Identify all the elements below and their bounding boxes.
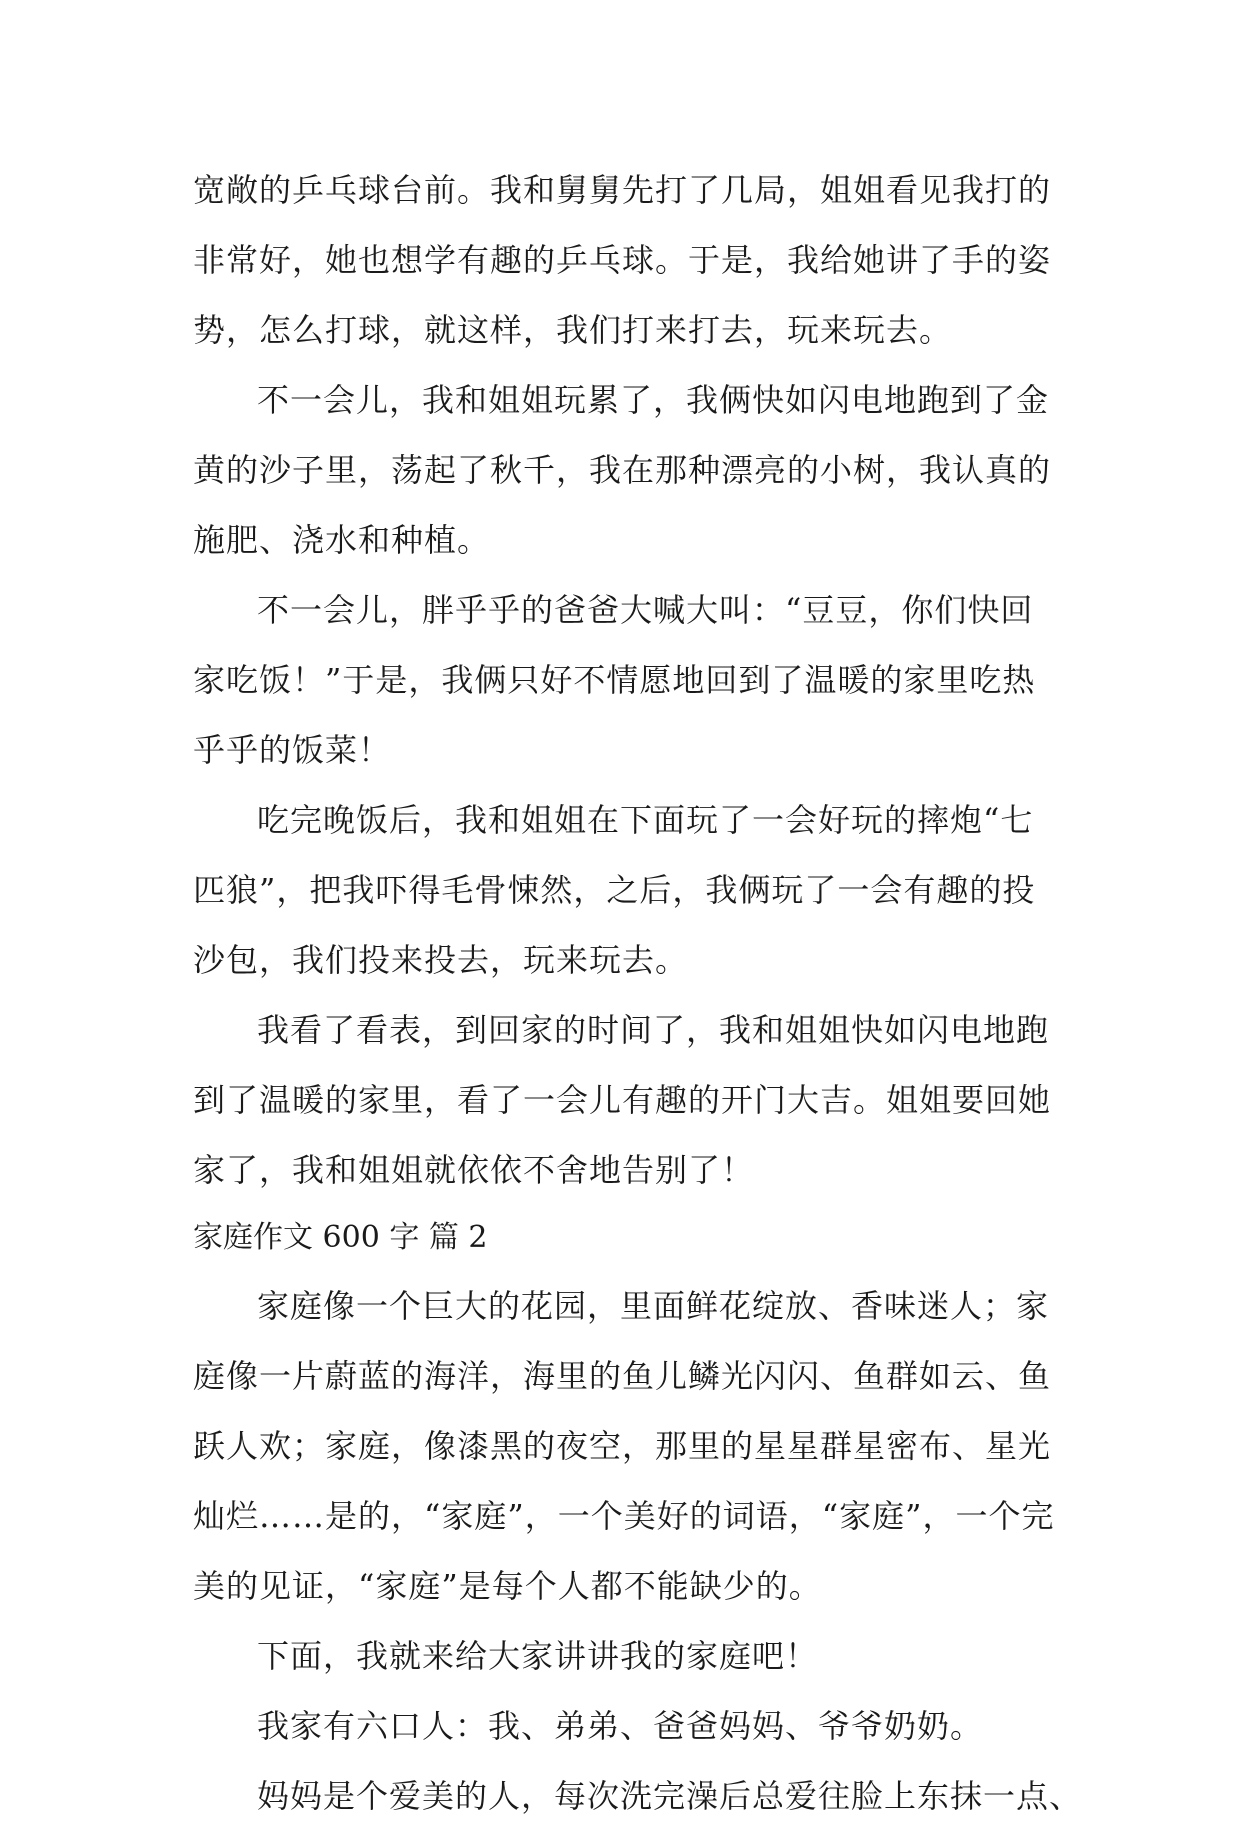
paragraph-start-line: 下面，我就来给大家讲讲我的家庭吧！ — [257, 1637, 819, 1675]
text-line: 家了，我和姐姐就依依不舍地告别了！ — [193, 1151, 755, 1189]
text-line: 匹狼”，把我吓得毛骨悚然，之后，我俩玩了一会有趣的投 — [193, 871, 1036, 909]
document-page — [193, 155, 1083, 1831]
paragraph-start-line: 妈妈是个爱美的人，每次洗完澡后总爱往脸上东抹一点、 — [257, 1777, 1083, 1815]
paragraph-start-line: 我家有六口人：我、弟弟、爸爸妈妈、爷爷奶奶。 — [257, 1707, 984, 1745]
text-line: 乎乎的饭菜！ — [193, 731, 392, 769]
paragraph-start-line: 不一会儿，胖乎乎的爸爸大喊大叫：“豆豆，你们快回 — [257, 591, 1034, 629]
text-line: 势，怎么打球，就这样，我们打来打去，玩来玩去。 — [193, 311, 953, 349]
text-line: 沙包，我们投来投去，玩来玩去。 — [193, 941, 689, 979]
text-line: 宽敞的乒乓球台前。我和舅舅先打了几局，姐姐看见我打的 — [193, 171, 1052, 209]
text-line: 黄的沙子里，荡起了秋千，我在那种漂亮的小树，我认真的 — [193, 451, 1052, 489]
text-line: 施肥、浇水和种植。 — [193, 521, 491, 559]
text-line: 美的见证，“家庭”是每个人都不能缺少的。 — [193, 1567, 822, 1605]
text-line: 家吃饭！”于是，我俩只好不情愿地回到了温暖的家里吃热 — [193, 661, 1036, 699]
paragraph-start-line: 吃完晚饭后，我和姐姐在下面玩了一会好玩的摔炮“七 — [257, 801, 1034, 839]
text-line: 灿烂……是的，“家庭”，一个美好的词语，“家庭”，一个完 — [193, 1497, 1055, 1535]
paragraph-start-line: 家庭像一个巨大的花园，里面鲜花绽放、香味迷人；家 — [257, 1287, 1050, 1325]
text-line: 到了温暖的家里，看了一会儿有趣的开门大吉。姐姐要回她 — [193, 1081, 1052, 1119]
paragraph-start-line: 不一会儿，我和姐姐玩累了，我俩快如闪电地跑到了金 — [257, 381, 1050, 419]
text-line: 庭像一片蔚蓝的海洋，海里的鱼儿鳞光闪闪、鱼群如云、鱼 — [193, 1357, 1052, 1395]
text-line: 非常好，她也想学有趣的乒乓球。于是，我给她讲了手的姿 — [193, 241, 1052, 279]
section-heading: 家庭作文 600 字 篇 2 — [193, 1220, 488, 1255]
paragraph-start-line: 我看了看表，到回家的时间了，我和姐姐快如闪电地跑 — [257, 1011, 1050, 1049]
text-line: 跃人欢；家庭，像漆黑的夜空，那里的星星群星密布、星光 — [193, 1427, 1052, 1465]
